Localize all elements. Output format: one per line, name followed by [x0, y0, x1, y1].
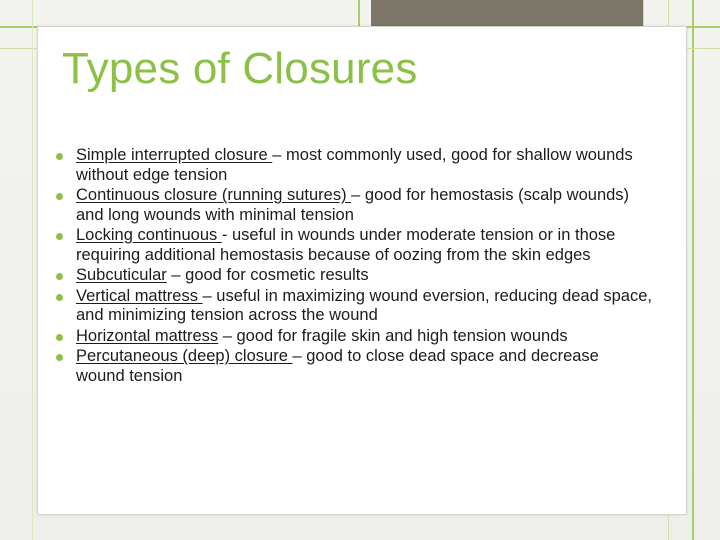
list-item — [52, 287, 652, 326]
closure-description: – good for fragile skin and high tension wounds — [218, 326, 568, 345]
closure-description: – most commonly used, good for shallow wounds without edge tension — [76, 146, 633, 184]
closure-term: Subcuticular — [76, 266, 167, 284]
closure-description: – good to close dead space and decrease wound tension — [76, 347, 599, 385]
closure-term: Simple interrupted closure — [76, 146, 273, 164]
bullet-list — [52, 146, 652, 387]
list-item — [52, 266, 652, 286]
slide-title: Types of Closures — [62, 44, 418, 93]
closure-term: Horizontal mattress — [76, 326, 219, 345]
closure-term: Locking continuous — [76, 226, 222, 244]
list-item — [52, 327, 652, 347]
list-item — [52, 186, 652, 225]
bullet-dot-icon — [56, 294, 63, 301]
closure-description: – useful in maximizing wound eversion, reducing dead space, and minimizing tension across the wound — [76, 286, 652, 324]
bullet-dot-icon — [56, 334, 63, 341]
decorative-line — [32, 0, 33, 540]
closure-term: Continuous closure (running sutures) — [76, 186, 352, 204]
closure-term: Percutaneous (deep) closure — [76, 347, 293, 365]
list-item — [52, 226, 652, 265]
bullet-dot-icon — [56, 193, 63, 200]
bullet-dot-icon — [56, 273, 63, 280]
list-item — [52, 347, 652, 386]
closure-term: Vertical mattress — [76, 286, 203, 305]
bullet-dot-icon — [56, 233, 63, 240]
closure-description: – good for cosmetic results — [166, 266, 369, 284]
list-item — [52, 146, 652, 185]
bullet-dot-icon — [56, 153, 63, 160]
decorative-line — [692, 0, 694, 540]
closure-description: - useful in wounds under moderate tension or in those requiring additional hemostasis because of oozing from the skin edges — [76, 226, 616, 264]
closure-description: – good for hemostasis (scalp wounds) and long wounds with minimal tension — [76, 186, 630, 224]
bullet-dot-icon — [56, 354, 63, 361]
